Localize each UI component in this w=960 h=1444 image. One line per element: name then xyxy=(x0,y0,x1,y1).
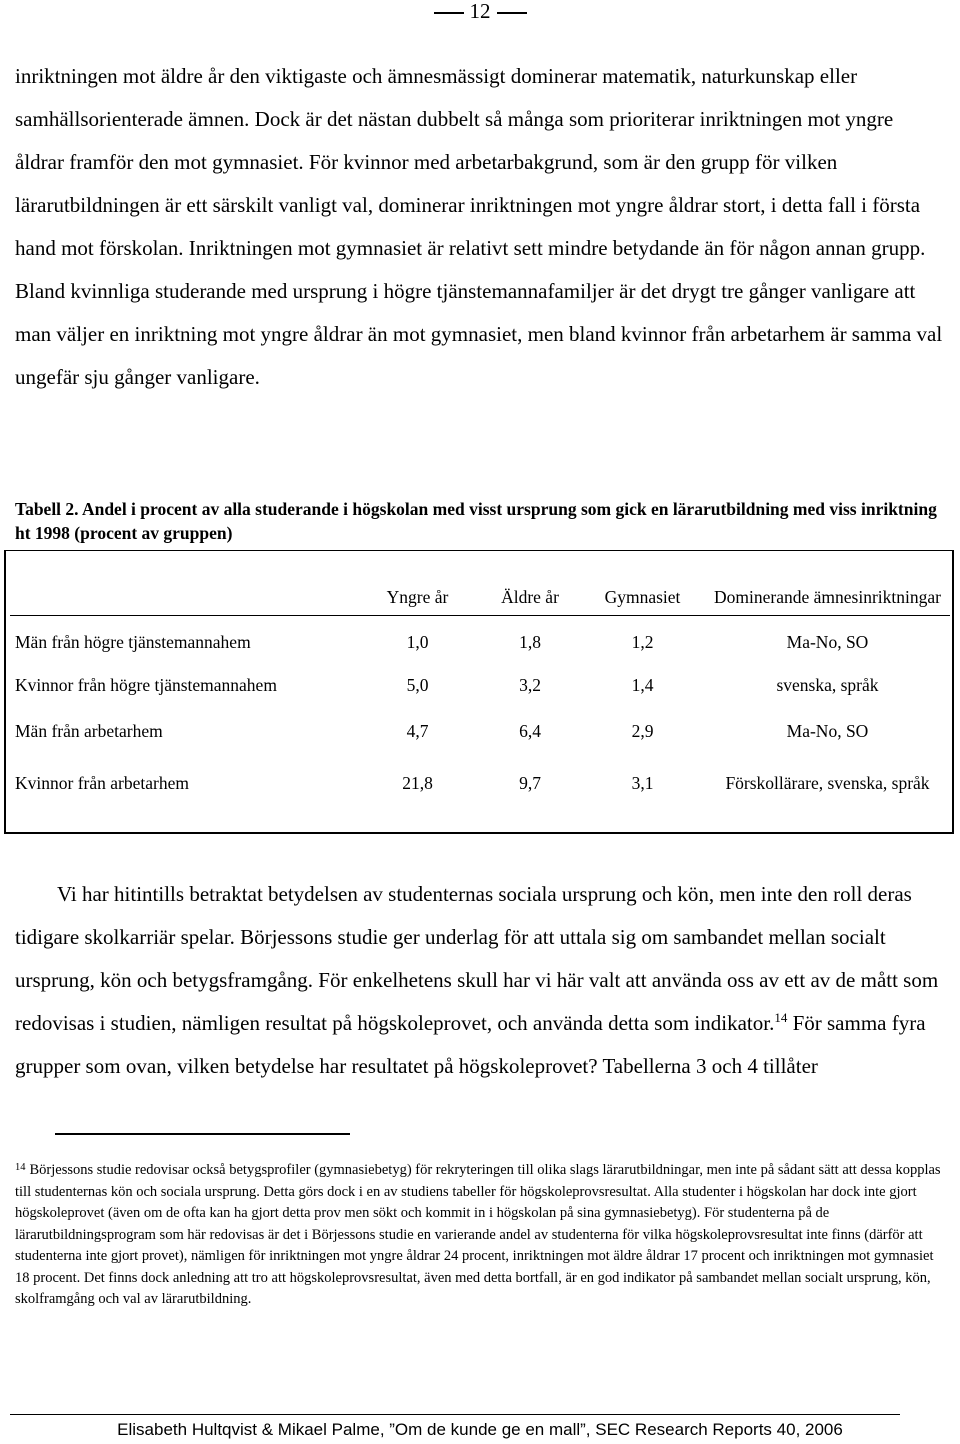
cell-dominerande: Ma-No, SO xyxy=(786,721,869,741)
cell-yngre: 21,8 xyxy=(402,773,433,793)
cell-aldre: 6,4 xyxy=(519,721,541,741)
page-number-dash-left xyxy=(434,12,464,14)
header-cell-group xyxy=(10,554,355,616)
data-table xyxy=(10,554,950,825)
table-caption: Tabell 2. Andel i procent av alla studerande i högskolan med visst ursprung som gick en lärarutbildning med viss inriktning ht 1998 (procent av gruppen) xyxy=(15,499,937,543)
cell-aldre: 9,7 xyxy=(519,773,541,793)
cell-gymnasiet: 3,1 xyxy=(631,773,654,793)
cell-aldre: 1,8 xyxy=(519,632,541,652)
table-row xyxy=(10,616,950,663)
header-cell-aldre: Äldre år xyxy=(501,587,559,607)
cell-gymnasiet: 2,9 xyxy=(631,721,654,741)
cell-yngre: 5,0 xyxy=(406,675,429,695)
table-row xyxy=(10,708,950,754)
cell-yngre: 1,0 xyxy=(406,632,429,652)
row-label: Kvinnor från högre tjänstemannahem xyxy=(15,675,277,695)
row-label: Kvinnor från arbetarhem xyxy=(15,773,189,793)
footnote-reference[interactable]: 14 xyxy=(774,1010,788,1025)
cell-dominerande: Förskollärare, svenska, språk xyxy=(725,773,930,793)
cell-gymnasiet: 1,2 xyxy=(631,632,654,652)
page-number xyxy=(0,0,960,22)
cell-dominerande: svenska, språk xyxy=(776,675,879,695)
header-cell-yngre: Yngre år xyxy=(386,587,449,607)
table-row xyxy=(10,662,950,708)
paragraph-2-continuation: För samma fyra grupper som ovan, vilken betydelse har resultatet på högskoleprovet? Tabellerna 3 och 4 tillåter xyxy=(15,1011,926,1078)
table-row xyxy=(10,754,950,825)
footnote xyxy=(15,1160,950,1311)
cell-gymnasiet: 1,4 xyxy=(631,675,654,695)
paragraph-2-text: Vi har hitintills betraktat betydelsen av studenternas sociala ursprung och kön, men inte den roll deras tidigare skolkarriär spelar. Börjessons studie ger underlag för att uttala sig om sambandet mellan socialt ursprung, kön och betygsframgång. För enkelhetens skull har vi här valt att använda oss av ett av de mått som redovisas i studien, nämligen resultat på högskoleprovet, och använda detta som indikator. xyxy=(15,882,939,1035)
row-label: Män från arbetarhem xyxy=(15,721,163,741)
cell-aldre: 3,2 xyxy=(519,675,541,695)
cell-dominerande: Ma-No, SO xyxy=(786,632,869,652)
page-number-text: 12 xyxy=(469,0,491,23)
page-footer: Elisabeth Hultqvist & Mikael Palme, ”Om de kunde ge en mall”, SEC Research Reports 40, 2006 xyxy=(117,1420,843,1439)
footer-rule xyxy=(10,1414,900,1415)
body-paragraph-1: inriktningen mot äldre år den viktigaste och ämnesmässigt dominerar matematik, naturkunskap eller samhällsorienterade ämnen. Dock är det nästan dubbelt så många som prioriterar inriktningen mot yngre åldrar framför den mot gymnasiet. För kvinnor med arbetarbakgrund, som är den grupp för vilken lärarutbildningen är ett särskilt vanligt val, dominerar inriktningen mot yngre åldrar stort, i detta fall i första hand mot förskolan. Inriktningen mot gymnasiet är relativt sett mindre betydande än för någon annan grupp. Bland kvinnliga studerande med ursprung i högre tjänstemannafamiljer är det drygt tre gånger vanligare att man väljer en inriktning mot yngre åldrar än mot gymnasiet, men bland kvinnor från arbetarhem är samma val ungefär sju gånger vanligare. xyxy=(15,64,943,389)
row-label: Män från högre tjänstemannahem xyxy=(15,632,251,652)
table-header-row xyxy=(10,554,950,616)
header-cell-gymnasiet: Gymnasiet xyxy=(604,587,681,607)
page-number-dash-right xyxy=(497,12,527,14)
footnote-number: 14 xyxy=(15,1162,26,1173)
footnote-text: Börjessons studie redovisar också betygsprofiler (gymnasiebetyg) för rekryteringen till olika slags lärarutbildningar, men inte på sådant sätt att dessa kopplas till studenternas kön och sociala ursprung. Detta görs dock i en av studiens tabeller för högskoleprovsresultat. Alla studenter i högskolan har dock inte gjort högskoleprovet (även om de ofta kan ha gjort detta prov men sökt och kommit in i högskolan på sina gymnasiebetyg). För studenterna på de lärarutbildningsprogram som här redovisas är det i Börjessons studie en varierande andel av studenterna för vilka högskoleprovsresultat inte finns (därför att studenterna inte gjort provet), nämligen för inriktningen mot yngre åldrar 24 procent, inriktningen mot äldre åldrar 17 procent och inriktningen mot gymnasiet 18 procent. Det finns dock anledning att tro att högskoleprovsresultat, även med detta bortfall, är en god indikator på sambandet mellan socialt ursprung, kön, skolframgång och val av lärarutbildning. xyxy=(15,1162,941,1307)
header-cell-dominerande: Dominerande ämnesinriktningar xyxy=(714,587,941,607)
cell-yngre: 4,7 xyxy=(406,721,429,741)
body-paragraph-2 xyxy=(15,873,945,1088)
footnote-separator xyxy=(55,1133,350,1135)
